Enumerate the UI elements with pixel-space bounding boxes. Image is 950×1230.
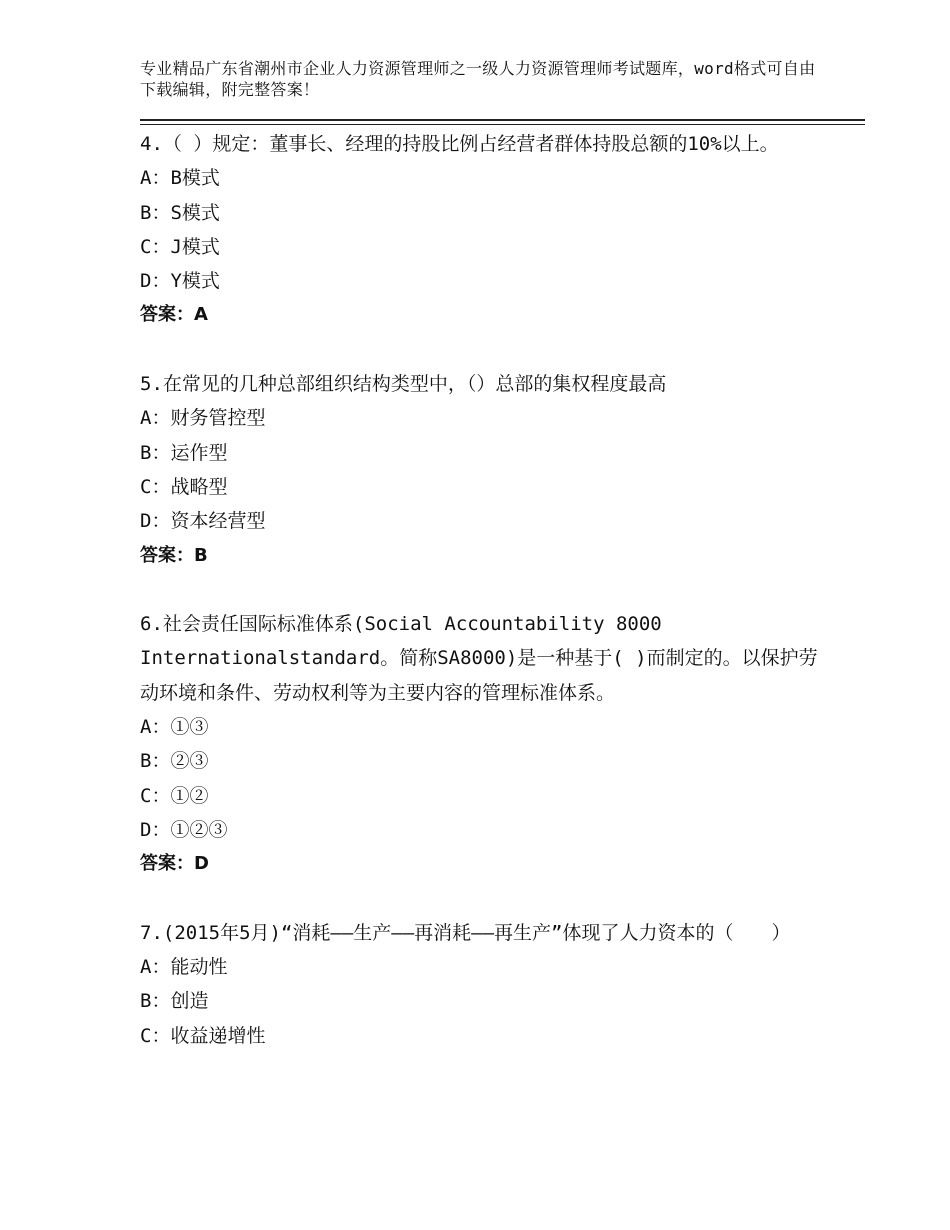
question-text: 4.（ ）规定：董事长、经理的持股比例占经营者群体持股总额的10%以上。 <box>140 133 779 155</box>
option-b: B：运作型 <box>140 441 228 464</box>
option-c: C：①② <box>140 784 209 807</box>
option-a: A：财务管控型 <box>140 407 266 430</box>
option-c: C：战略型 <box>140 475 228 498</box>
option-d: D：Y模式 <box>140 270 220 293</box>
option-b: B：S模式 <box>140 201 220 224</box>
option-a: A：①③ <box>140 716 209 739</box>
option-c: C：J模式 <box>140 235 220 258</box>
question-text: 6.社会责任国际标准体系(Social Accountability 8000 Internationalstandard。简称SA8000)是一种基于( )而制定的。以保护劳动环境和条件、劳动权利等为主要内容的管理标准体系。 <box>140 613 818 704</box>
option-d: D：①②③ <box>140 818 228 841</box>
question-spacer <box>140 882 820 916</box>
option-d: D：资本经营型 <box>140 510 266 533</box>
question-4 <box>140 127 820 333</box>
question-text: 7.(2015年5月)“消耗——生产——再消耗——再生产”体现了人力资本的（ ） <box>140 921 791 944</box>
question-6 <box>140 607 820 881</box>
question-5 <box>140 367 820 573</box>
answer: 答案：A <box>140 304 208 326</box>
answer: 答案：D <box>140 853 209 875</box>
question-spacer <box>140 573 820 607</box>
option-a: A：能动性 <box>140 956 228 979</box>
option-c: C：收益递增性 <box>140 1024 266 1047</box>
option-b: B：创造 <box>140 990 209 1013</box>
answer: 答案：B <box>140 544 208 566</box>
option-b: B：②③ <box>140 750 209 773</box>
question-text: 5.在常见的几种总部组织结构类型中，（）总部的集权程度最高 <box>140 373 667 396</box>
header-rule-thick <box>140 119 865 121</box>
header-rule-thin <box>140 124 865 125</box>
question-list <box>140 127 820 1053</box>
document-header: 专业精品广东省潮州市企业人力资源管理师之一级人力资源管理师考试题库，word格式可自由下载编辑，附完整答案！ <box>140 59 816 99</box>
question-spacer <box>140 333 820 367</box>
question-7 <box>140 916 820 1053</box>
option-a: A：B模式 <box>140 167 220 190</box>
